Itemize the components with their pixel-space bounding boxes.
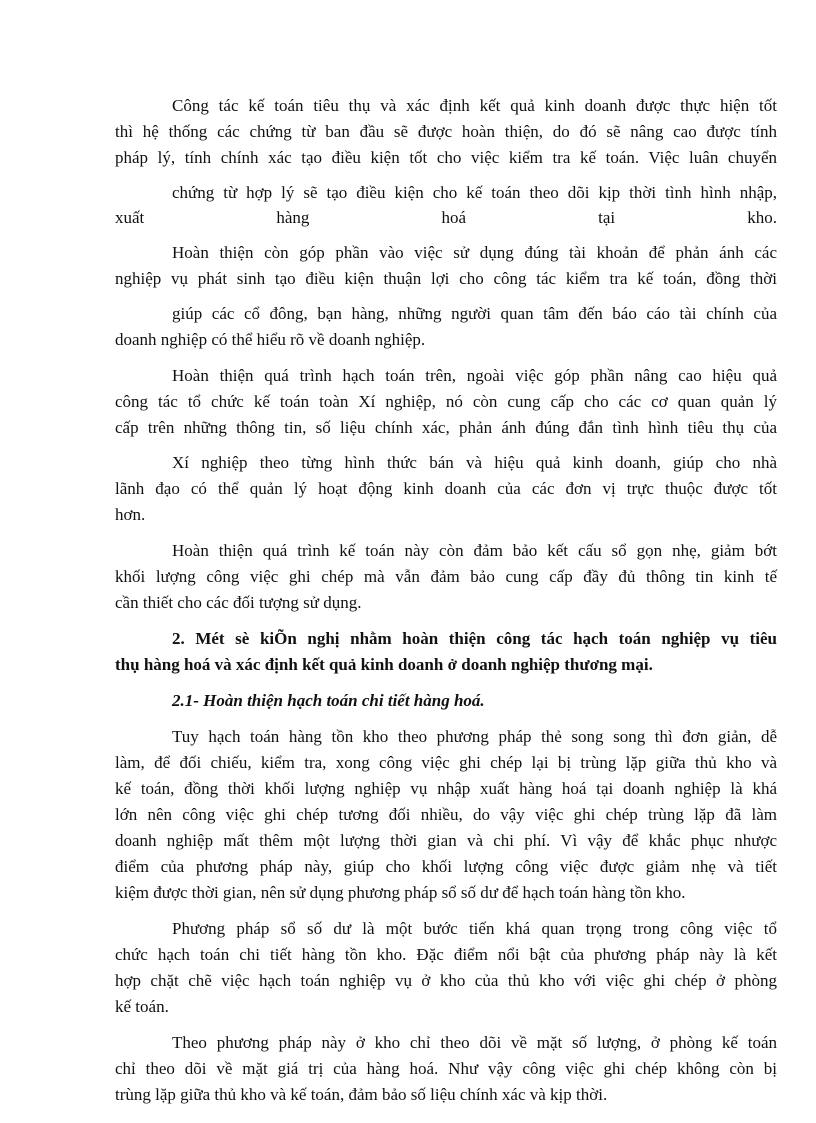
text-line: Phương pháp sổ số dư là một bước tiến khá quan trọng trong công việc tổ bbox=[172, 919, 777, 938]
text-line: lãnh đạo có thể quản lý hoạt động kinh doanh của các đơn vị trực thuộc được tốt bbox=[115, 479, 777, 498]
text-line: Hoàn thiện còn góp phần vào việc sử dụng đúng tài khoản để phản ánh các bbox=[172, 243, 777, 262]
text-line: Hoàn thiện quá trình hạch toán trên, ngoài việc góp phần nâng cao hiệu quả bbox=[172, 366, 777, 385]
text-line: Xí nghiệp theo từng hình thức bán và hiệu quả kinh doanh, giúp cho nhà bbox=[172, 453, 777, 472]
section-heading: thụ hàng hoá và xác định kết quả kinh doanh ở doanh nghiệp thương mại. bbox=[115, 655, 653, 674]
text-line: công tác tổ chức kế toán toàn Xí nghiệp, nó còn cung cấp cho các cơ quan quản lý bbox=[115, 392, 777, 411]
word: hàng bbox=[276, 208, 310, 227]
text-line: thì hệ thống các chứng từ ban đầu sẽ được hoàn thiện, do đó sẽ nâng cao được tính bbox=[115, 122, 777, 141]
text-line: Hoàn thiện quá trình kế toán này còn đảm bảo kết cấu sổ gọn nhẹ, giảm bớt bbox=[172, 541, 777, 560]
text-line: cấp trên những thông tin, số liệu chính xác, phản ánh đúng đắn tình hình tiêu thụ của bbox=[115, 418, 777, 437]
text-line: trùng lặp giữa thủ kho và kế toán, đảm bảo số liệu chính xác và kịp thời. bbox=[115, 1085, 608, 1104]
text-line: giúp các cổ đông, bạn hàng, những người quan tâm đến báo cáo tài chính của bbox=[172, 304, 777, 323]
text-line: nghiệp vụ phát sinh tạo điều kiện thuận lợi cho công tác kiểm tra kế toán, đồng thời bbox=[115, 269, 777, 288]
word: kho. bbox=[747, 208, 777, 227]
text-line: kế toán. bbox=[115, 997, 169, 1016]
text-line: kiệm được thời gian, nên sử dụng phương pháp sổ số dư để hạch toán hàng tồn kho. bbox=[115, 883, 686, 902]
text-line: chứng từ hợp lý sẽ tạo điều kiện cho kế toán theo dõi kịp thời tình hình nhập, bbox=[172, 183, 777, 202]
text-line: pháp lý, tính chính xác tạo điều kiện tốt cho việc kiểm tra kế toán. Việc luân chuyển bbox=[115, 148, 777, 167]
section-heading: 2. Mét sè kiÕn nghị nhằm hoàn thiện công tác hạch toán nghiệp vụ tiêu bbox=[172, 629, 777, 648]
text-line: chỉ theo dõi về mặt giá trị của hàng hoá. Như vậy công việc ghi chép không còn bị bbox=[115, 1059, 777, 1078]
text-line: khối lượng công việc ghi chép mà vẫn đảm bảo cung cấp đầy đủ thông tin kinh tế bbox=[115, 567, 777, 586]
text-line: cần thiết cho các đối tượng sử dụng. bbox=[115, 593, 362, 612]
text-line: Theo phương pháp này ở kho chỉ theo dõi về mặt số lượng, ở phòng kế toán bbox=[172, 1033, 777, 1052]
text-line: hơn. bbox=[115, 505, 146, 524]
text-line: doanh nghiệp có thể hiểu rõ về doanh nghiệp. bbox=[115, 330, 426, 349]
text-line: hợp chặt chẽ việc hạch toán nghiệp vụ ở kho của thủ kho với việc ghi chép ở phòng bbox=[115, 971, 777, 990]
word: hoá bbox=[441, 208, 467, 227]
text-line: Tuy hạch toán hàng tồn kho theo phương pháp thẻ song song thì đơn giản, dễ bbox=[172, 727, 777, 746]
text-line: lớn nên công việc ghi chép tương đối nhiều, do vậy việc ghi chép trùng lặp đã làm bbox=[115, 805, 777, 824]
text-line: điểm của phương pháp này, giúp cho khối lượng công việc được giảm nhẹ và tiết bbox=[115, 857, 777, 876]
word: tại bbox=[598, 208, 616, 227]
text-line-spread bbox=[115, 208, 777, 228]
text-line: làm, để đối chiếu, kiểm tra, xong công việc ghi chép lại bị trùng lặp giữa thủ kho và bbox=[115, 753, 777, 772]
text-line: doanh nghiệp mất thêm một lượng thời gian và chi phí. Vì vậy để khắc phục nhược bbox=[115, 831, 777, 850]
text-line: Công tác kế toán tiêu thụ và xác định kết quả kinh doanh được thực hiện tốt bbox=[172, 96, 777, 115]
text-line: chức hạch toán chi tiết hàng tồn kho. Đặc điểm nổi bật của phương pháp này là kết bbox=[115, 945, 777, 964]
subsection-heading: 2.1- Hoàn thiện hạch toán chi tiết hàng hoá. bbox=[172, 691, 485, 710]
word: xuất bbox=[115, 208, 145, 227]
text-line: kế toán, đồng thời khối lượng nghiệp vụ nhập xuất hàng hoá tại doanh nghiệp là khá bbox=[115, 779, 777, 798]
